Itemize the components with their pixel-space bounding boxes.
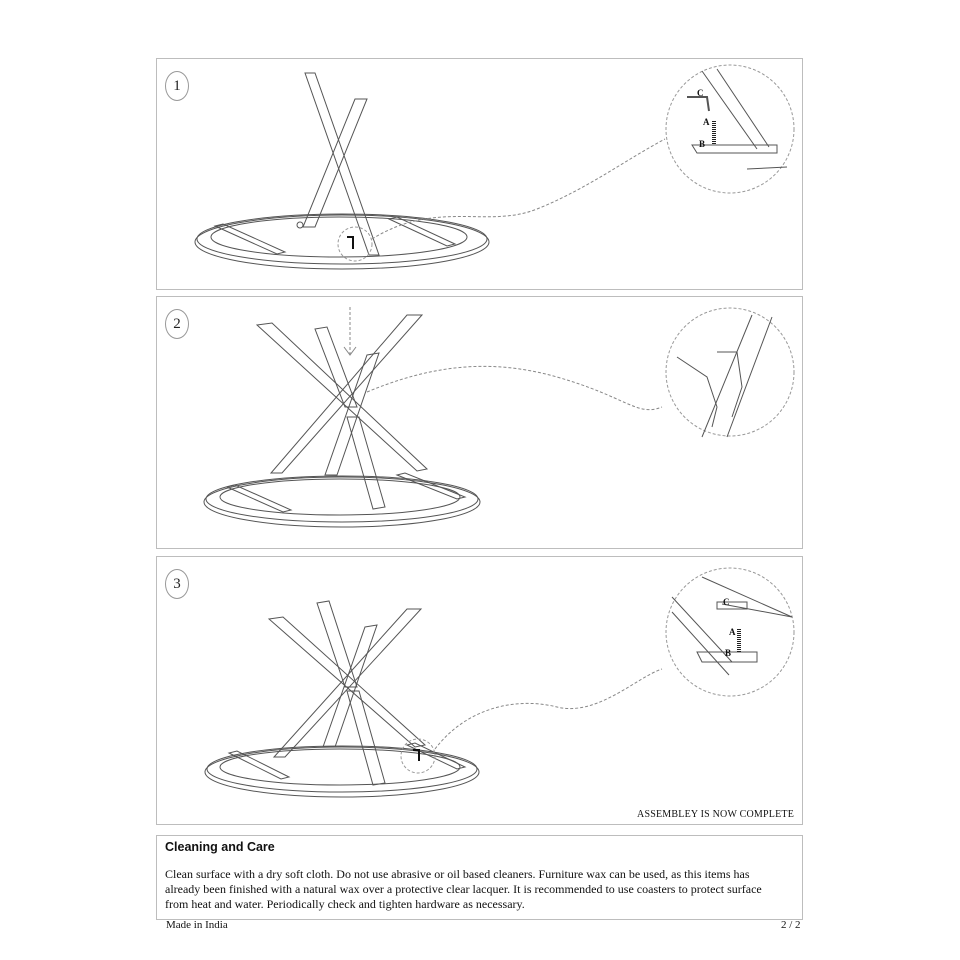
assembly-complete-note: ASSEMBLEY IS NOW COMPLETE: [637, 809, 794, 820]
detail-label-c: C: [723, 597, 730, 607]
detail-label-b: B: [699, 139, 706, 149]
step-3-panel: [156, 556, 803, 825]
step-2-illustration: [157, 297, 804, 550]
detail-label-c: C: [697, 88, 704, 98]
page-number: 2 / 2: [781, 919, 801, 931]
step-2-panel: [156, 296, 803, 549]
step-1-illustration: [157, 59, 804, 291]
step-number-badge: 3: [165, 569, 189, 599]
care-body: Clean surface with a dry soft cloth. Do not use abrasive or oil based cleaners. Furniture wax can be used, as this items has already been finished with a natural wax over a protective clear lacquer. It is recommended to use coasters to protect surface from heat and water. Periodically check and tighten hardware as necessary.: [165, 867, 762, 911]
cleaning-care-section: [156, 835, 803, 920]
step-number-badge: 2: [165, 309, 189, 339]
step-1-panel: [156, 58, 803, 290]
care-title: Cleaning and Care: [165, 840, 275, 854]
detail-label-b: B: [725, 648, 732, 658]
detail-label-a: A: [703, 117, 710, 127]
made-in-label: Made in India: [166, 919, 228, 931]
step-3-illustration: [157, 557, 804, 826]
detail-label-a: A: [729, 627, 736, 637]
step-number-badge: 1: [165, 71, 189, 101]
